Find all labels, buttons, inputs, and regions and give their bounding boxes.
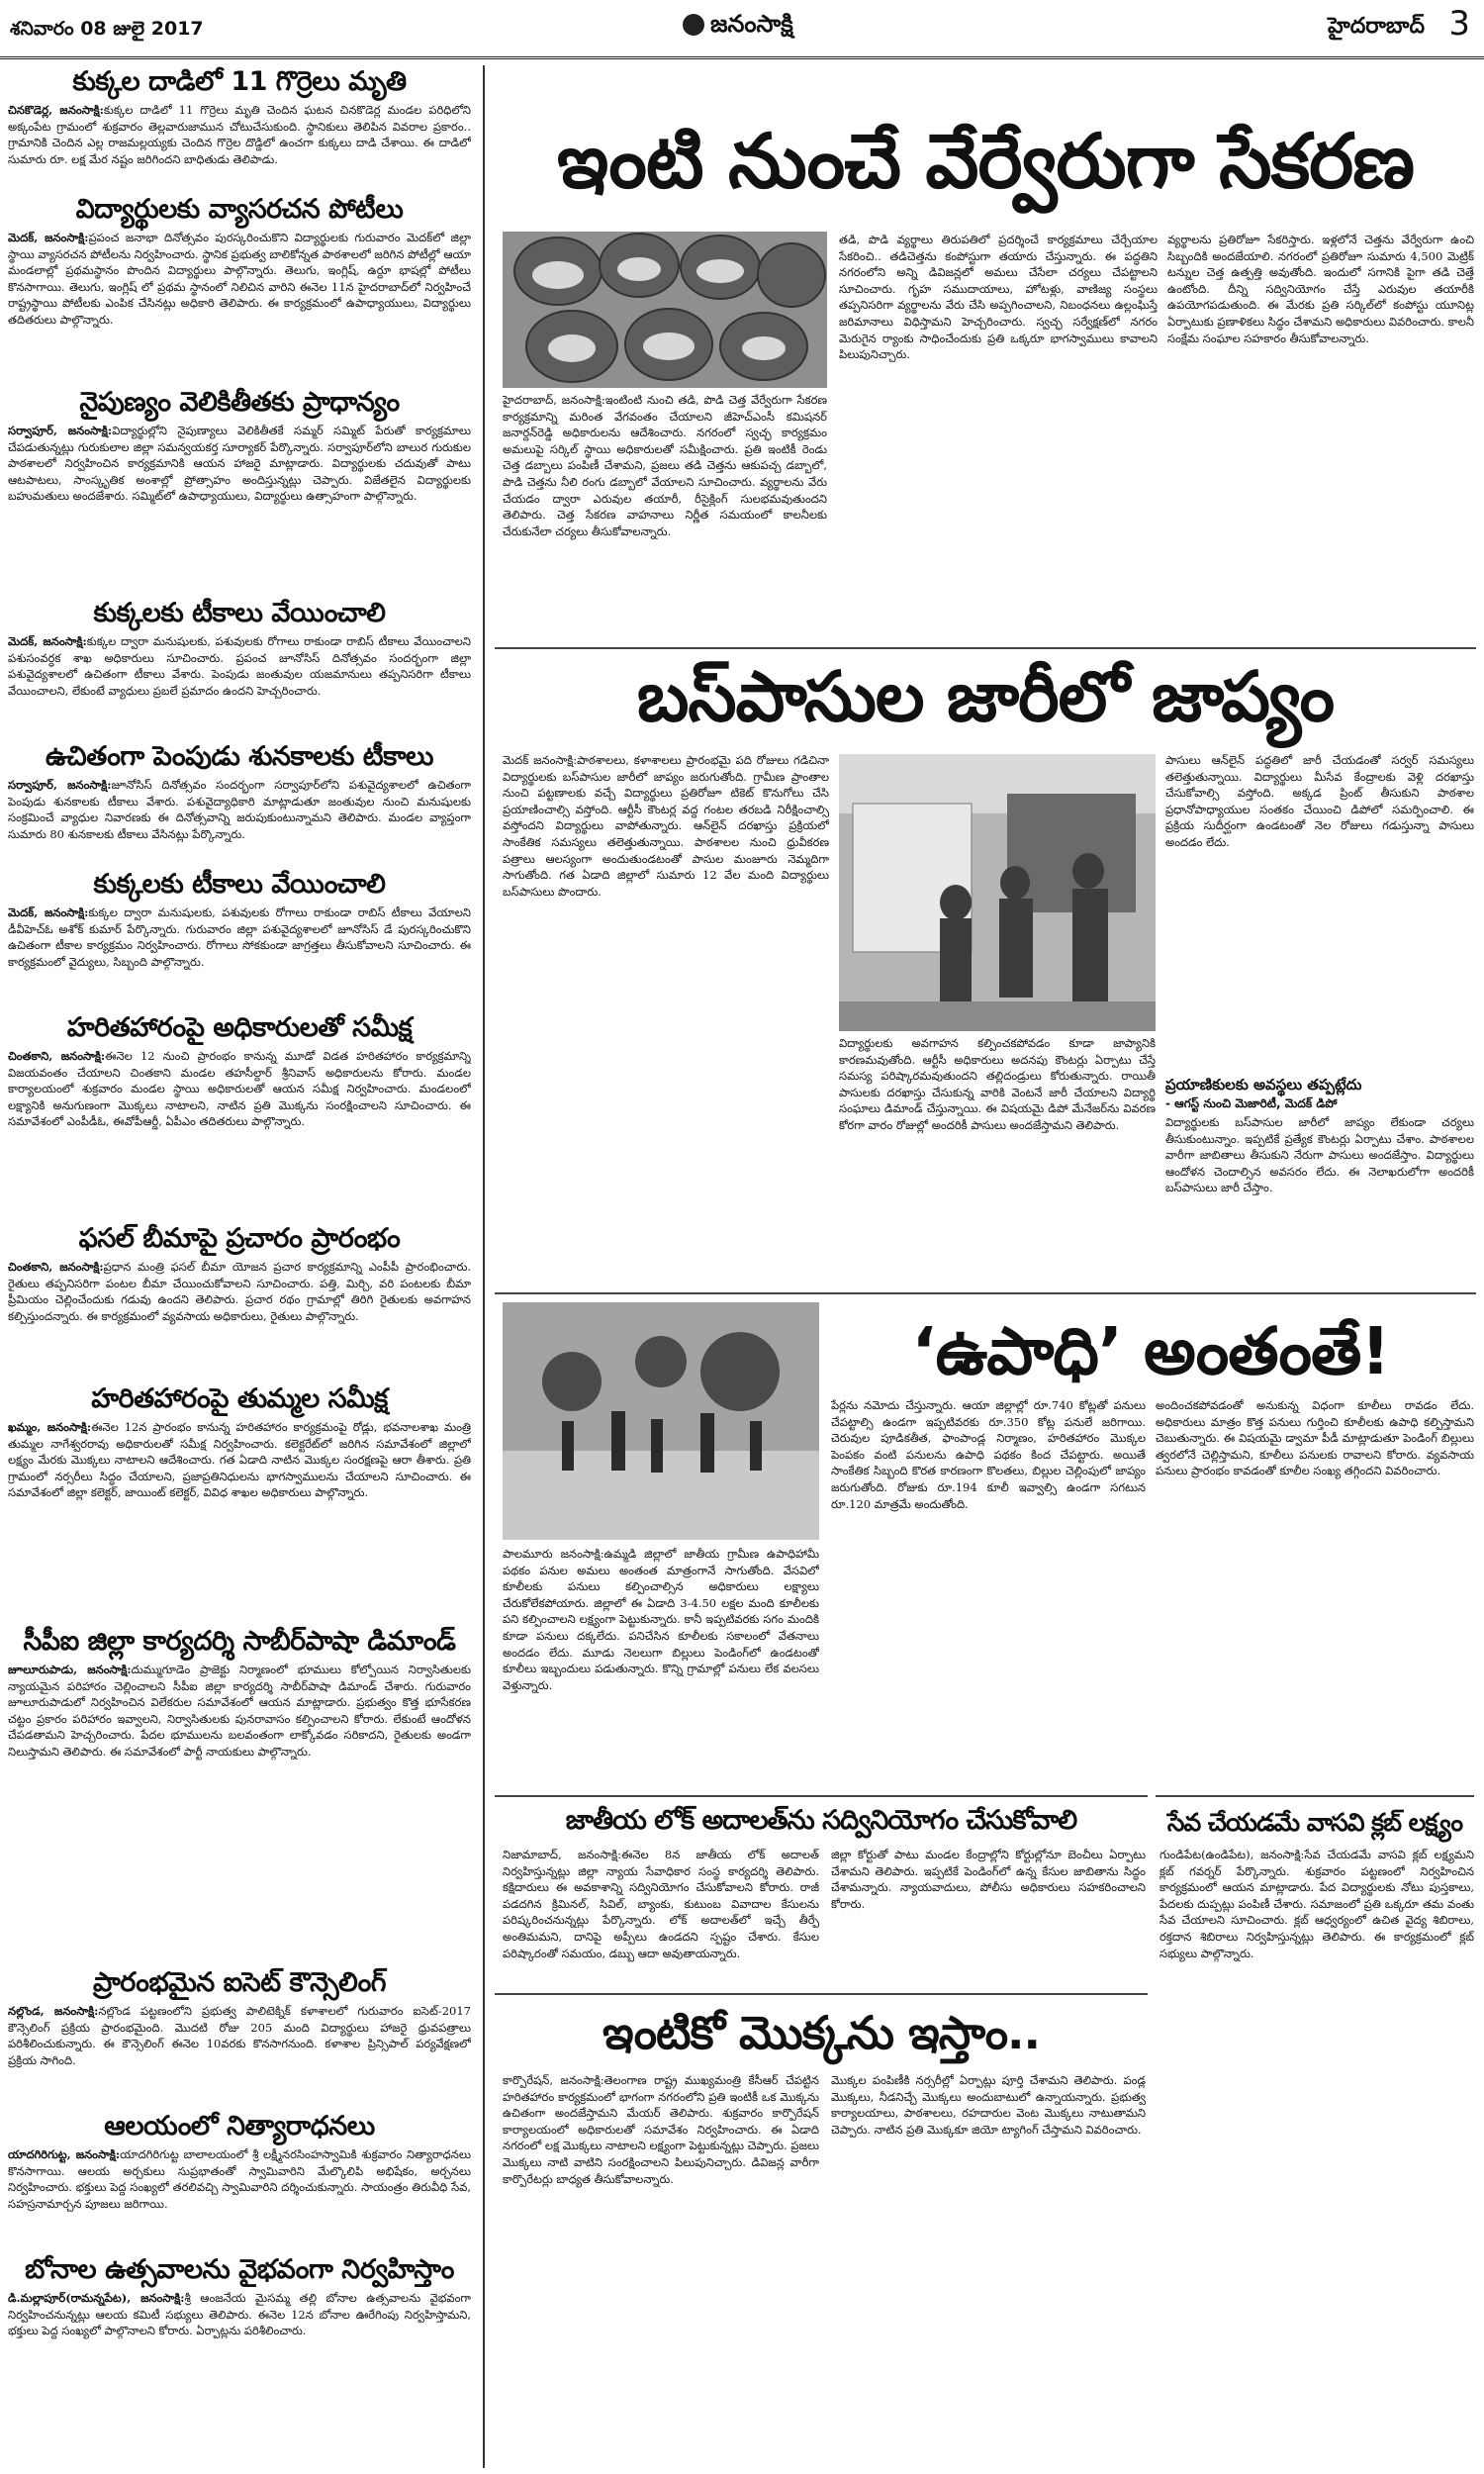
bus-column-3: పాసులు ఆన్‌లైన్ పద్ధతిలో జారీ చేయడంతో సర్వర్ సమస్యలు తలెత్తుతున్నాయి. విద్యార్థులు మీసేవ కేంద్రాలకు వెళ్లి దరఖాస్తు చేసుకోవాల్సి వస్తోంది. అక్కడ ప్రింట్ తీసుకుని పాఠశాల ప్రధానోపాధ్యాయుల సంతకం చేయించి డిపోలో సమర్పించాలి. ఈ ప్రక్రియ సుదీర్ఘంగా ఉండటంతో నెల రోజులు గడుస్తున్నా పాసులు అందడం లేదు.: [1165, 753, 1474, 849]
mokka-column-2: మొక్కల పంపిణీకి నర్సరీల్లో ఏర్పాట్లు పూర్తి చేశామని తెలిపారు. పండ్ల మొక్కలు, నీడనిచ్చే మొక్కలు అందుబాటులో ఉన్నాయన్నారు. ప్రభుత్వ కార్యాలయాలు, పాఠశాలలు, రహదారుల వెంట మొక్కలు నాటుతామని చెప్పారు. నాటిన ప్రతి మొక్కకూ జియో ట్యాగింగ్ చేస్తామని వివరించారు.: [831, 2073, 1146, 2137]
article-title: ప్రారంభమైన ఐసెట్ కౌన్సెలింగ్: [92, 1967, 387, 1998]
page-number: 3: [1448, 4, 1470, 44]
top-headline: ఇంటి నుంచే వేర్వేరుగా సేకరణ: [556, 117, 1415, 205]
masthead: [0, 0, 1484, 59]
article-title: ఆలయంలో నిత్యారాధనలు: [104, 2111, 375, 2141]
workers-photo: [503, 1302, 819, 1540]
section-rule: [1156, 1795, 1474, 1797]
bus-column-1: మెదక్ జనంసాక్షి:పాఠశాలలు, కళాశాలలు ప్రారంభమై పది రోజులు గడిచినా విద్యార్థులకు బస్‌పాసుల జారీలో జాప్యం జరుగుతోంది. గ్రామీణ ప్రాంతాల నుంచి పట్టణాలకు వచ్చే విద్యార్థులు ప్రతిరోజూ టికెట్ కొనుగోలు చేసి ప్రయాణించాల్సి వస్తోంది. ఆర్టీసీ కౌంటర్ల వద్ద గంటల తరబడి నిరీక్షించాల్సి వస్తోందని విద్యార్థులు వాపోతున్నారు. ఆన్‌లైన్ దరఖాస్తు ప్రక్రియలో సాంకేతిక సమస్యలు తలెత్తుతున్నాయి. పాఠశాలల నుంచి ధ్రువీకరణ పత్రాలు ఆలస్యంగా అందుతుండటంతో పాసుల మంజూరు నెమ్మదిగా సాగుతోంది. గత ఏడాది జిల్లాలో సుమారు 12 వేల మంది విద్యార్థులు బస్‌పాసులు పొందారు.: [503, 753, 829, 899]
section-rule: [495, 1993, 1148, 1995]
lok-column-2: జిల్లా కోర్టుతో పాటు మండల కేంద్రాల్లోని కోర్టుల్లోనూ బెంచీలు ఏర్పాటు చేశామని తెలిపారు. ఇప్పటికే పెండింగ్‌లో ఉన్న కేసుల జాబితాను సిద్ధం చేశామన్నారు. న్యాయవాదులు, పోలీసు అధికారులు సహకరించాలని కోరారు.: [831, 1848, 1146, 1911]
workers-photo-art: [503, 1302, 819, 1540]
dustbins-photo: [503, 232, 827, 388]
article-title: విద్యార్థులకు వ్యాసరచన పోటీలు: [75, 194, 404, 225]
bus-column-4: విద్యార్థులకు బస్‌పాసుల జారీలో జాప్యం లేకుండా చర్యలు తీసుకుంటున్నాం. ఇప్పటికే ప్రత్యేక కౌంటర్లు ఏర్పాటు చేశాం. పాఠశాలల వారీగా జాబితాలు తీసుకుని నేరుగా పాసులు అందజేస్తాం. విద్యార్థులు ఆందోళన చెందాల్సిన అవసరం లేదు. ఈ నెలాఖరులోగా అందరికీ బస్‌పాసులు జారీ చేస్తాం.: [1165, 1115, 1474, 1195]
left-article: [8, 2110, 471, 2245]
left-article: [8, 740, 471, 860]
seva-column-1: గుండిపేట(ఉండిపేట), జనంసాక్షి:సేవ చేయడమే వాసవి క్లబ్ లక్ష్యమని క్లబ్ గవర్నర్ పేర్కొన్నారు. శుక్రవారం పట్టణంలో నిర్వహించిన కార్యక్రమంలో ఆయన మాట్లాడారు. పేద విద్యార్థులకు నోటు పుస్తకాలు, పేదలకు దుప్పట్లు పంపిణీ చేశారు. సమాజంలో ప్రతి ఒక్కరూ తమ వంతు సేవ చేయాలని సూచించారు. క్లబ్ ఆధ్వర్యంలో ఉచిత వైద్య శిబిరాలు, రక్తదాన శిబిరాలు నిర్వహిస్తున్నట్లు తెలిపారు. ఈ కార్యక్రమంలో క్లబ్ సభ్యులు పాల్గొన్నారు.: [1159, 1848, 1474, 1960]
logo-icon: [683, 14, 704, 36]
article-body: నల్లొండ, జనంసాక్షి:నల్లొండ పట్టణంలోని ప్రభుత్వ పాలిటెక్నిక్ కళాశాలలో గురువారం ఐసెట్-2017 కౌన్సెలింగ్ ప్రక్రియ ప్రారంభమైంది. మొదటి రోజు 205 మంది విద్యార్థులు హాజరై ధ్రువపత్రాలు పరిశీలించుకున్నారు. ఈ కౌన్సెలింగ్ ఈనెల 10వరకు కొనసాగనుంది. కళాశాల ప్రిన్సిపాల్ పర్యవేక్షణలో ప్రక్రియ సాగింది.: [8, 2004, 471, 2067]
paper-logo: [683, 10, 793, 44]
bus-side-heading: ప్రయాణికులకు అవస్థలు తప్పట్లేదు: [1165, 1076, 1362, 1094]
article-title: హరితహారంపై తుమ్మల సమీక్ష: [91, 1383, 388, 1414]
mokka-headline: ఇంటికో మొక్కను ఇస్తాం..: [603, 2006, 1040, 2059]
left-article: [8, 1382, 471, 1617]
section-rule: [495, 1795, 1148, 1797]
article-body: మెదక్, జనంసాక్షి:ప్రపంచ జనాభా దినోత్సవం పురస్కరించుకొని విద్యార్థులకు గురువారం మెదక్‌లో జిల్లా స్థాయి వ్యాసరచన పోటీలను నిర్వహించారు. స్థానిక ప్రభుత్వ బాలికోన్నత పాఠశాలలో జరిగిన పోటీల్లో ఆయా మండలాల్లో ప్రథమస్థానం పొందిన విద్యార్థులు పాల్గొన్నారు. తెలుగు, ఇంగ్లిష్, ఉర్దూ భాషల్లో పోటీలు కొనసాగాయి. తెలుగు, ఇంగ్లిష్ లో ప్రథమ స్థానంలో నిలిచిన వారిని ఈనెల 11న హైదరాబాద్‌లో నిర్వహించే రాష్ట్రస్థాయి పోటీలకు ఎంపిక చేసినట్లు అధికారి తెలిపారు. ఈ కార్యక్రమంలో ఉపాధ్యాయులు, విద్యార్థులు తదితరులు పాల్గొన్నారు.: [8, 231, 471, 327]
article-body: చినకొడెర్ల, జనంసాక్షి:కుక్కల దాడిలో 11 గొర్రెలు మృతి చెందిన ఘటన చినకొడెర్ల మండల పరిధిలోని అక్కంపేట గ్రామంలో శుక్రవారం తెల్లవారుజామున చోటుచేసుకుంది. స్థానికులు తెలిపిన వివరాల ప్రకారం.. గ్రామానికి చెందిన ఎల్ల రాజమల్లయ్యకు చెందిన గొర్రెల దొడ్డిలో ఉంచగా కుక్కలు దాడి చేశాయి. ఈ దాడిలో సుమారు రూ. లక్ష మేర నష్టం జరిగిందని బాధితుడు తెలిపాడు.: [8, 103, 471, 166]
left-article: [8, 386, 471, 589]
section-rule: [495, 647, 1476, 649]
upadhi-column-2: పేర్లను నమోదు చేస్తున్నారు. ఆయా జిల్లాల్లో రూ.740 కోట్లతో పనులు చేపట్టాల్సి ఉండగా ఇప్పటివరకు రూ.350 కోట్ల పనులే జరిగాయి. చెరువుల పూడికతీత, ఫాంపాండ్ల నిర్మాణం, హరితహారం మొక్కల పెంపకం వంటి పనులను ఉపాధి పథకం కింద చేపట్టారు. అయితే సాంకేతిక సిబ్బంది కొరత కారణంగా కొలతలు, బిల్లుల చెల్లింపులో జాప్యం జరుగుతోంది. రోజుకు రూ.194 కూలీ ఇవ్వాల్సి ఉండగా సగటున రూ.120 మాత్రమే అందుతోంది.: [831, 1398, 1146, 1511]
top-column-3: వ్యర్థాలను ప్రతిరోజూ సేకరిస్తారు. ఇళ్లలోనే చెత్తను వేర్వేరుగా ఉంచి సిబ్బందికి అందజేయాలి. నగరంలో ప్రతిరోజూ సుమారు 4,500 మెట్రిక్ టన్నుల చెత్త ఉత్పత్తి అవుతోంది. ఇందులో సగానికి పైగా తడి చెత్తే ఉంటోంది. దీన్ని సద్వినియోగం చేస్తే ఎరువుల తయారీకి ఉపయోగపడుతుంది. ఈ మేరకు ప్రతి సర్కిల్‌లో కంపోస్టు యూనిట్ల ఏర్పాటుకు ప్రణాళికలు సిద్ధం చేశామని అధికారులు వివరించారు. కాలనీ సంక్షేమ సంఘాల సహకారం తీసుకోవాలన్నారు.: [1167, 233, 1474, 345]
seva-headline: సేవ చేయడమే వాసవి క్లబ్ లక్ష్యం: [1166, 1808, 1463, 1837]
left-article: [8, 597, 471, 732]
left-column: [8, 65, 471, 2468]
article-body: జూలూరుపాడు, జనంసాక్షి:దుమ్ముగూడెం ప్రాజెక్టు నిర్మాణంలో భూములు కోల్పోయిన నిర్వాసితులకు న్యాయమైన పరిహారం చెల్లించాలని సీపీఐ జిల్లా కార్యదర్శి సాబీర్‌పాషా డిమాండ్ చేశారు. గురువారం జూలూరుపాడులో నిర్వహించిన విలేకరుల సమావేశంలో ఆయన మాట్లాడారు. ప్రభుత్వం కొత్త భూసేకరణ చట్టం ప్రకారం పరిహారం ఇవ్వాలని, నిర్వాసితులకు పునరావాసం కల్పించాలని కోరారు. లేకుంటే ఆందోళన చేపడతామని హెచ్చరించారు. పేదల భూములను బలవంతంగా లాక్కోవడం సరికాదని, రైతులకు అండగా నిలుస్తామని తెలిపారు. ఈ సమావేశంలో పార్టీ నాయకులు పాల్గొన్నారు.: [8, 1663, 471, 1759]
left-article: [8, 1966, 471, 2102]
top-column-1: హైదరాబాద్, జనంసాక్షి:ఇంటింటి నుంచి తడి, పొడి చెత్త వేర్వేరుగా సేకరణ కార్యక్రమాన్ని మరింత వేగవంతం చేయాలని జీహెచ్ఎంసీ కమిషనర్ జనార్దన్‌రెడ్డి అధికారులను ఆదేశించారు. నగరంలో స్వచ్ఛ కార్యక్రమం అమలుపై సర్కిల్ స్థాయి అధికారులతో సమీక్షించారు. ప్రతి ఇంటికీ రెండు చెత్త డబ్బాలు పంపిణీ చేశామని, ప్రజలు తడి చెత్తను ఆకుపచ్చ డబ్బాలో, పొడి చెత్తను నీలి రంగు డబ్బాలో వేయాలని సూచించారు. వ్యర్థాలను వేరు చేయడం ద్వారా ఎరువుల తయారీ, రీసైక్లింగ్ సులభమవుతుందని తెలిపారు. చెత్త సేకరణ వాహనాలు నిర్ణీత సమయంలో కాలనీలకు చేరుకునేలా చర్యలు తీసుకోవాలన్నారు.: [503, 393, 827, 538]
bus-side-subheading: - ఆగస్ట్ నుంచి మెజారిటీ, మెదక్ డిపో: [1165, 1096, 1338, 1110]
bus-headline: బస్‌పాసుల జారీలో జాప్యం: [636, 656, 1335, 737]
mokka-column-1: కార్పొరేషన్, జనంసాక్షి:తెలంగాణ రాష్ట్ర ముఖ్యమంత్రి కేసీఆర్ చేపట్టిన హరితహారం కార్యక్రమంలో భాగంగా నగరంలోని ప్రతి ఇంటికీ ఒక మొక్కను ఉచితంగా అందజేస్తామని మేయర్ తెలిపారు. శుక్రవారం కార్పొరేషన్ కార్యాలయంలో అధికారులతో సమావేశం నిర్వహించారు. ఈ ఏడాది నగరంలో లక్ష మొక్కలు నాటాలని లక్ష్యంగా పెట్టుకున్నట్లు చెప్పారు. ప్రజలు మొక్కలు నాటి వాటిని సంరక్షించాలని పిలుపునిచ్చారు. డివిజన్ల వారీగా కార్పొరేటర్లు బాధ్యత తీసుకోవాలన్నారు.: [503, 2073, 819, 2186]
upadhi-headline: ‘ఉపాధి’ అంతంతే!: [911, 1313, 1390, 1389]
bus-counter-photo: [839, 754, 1156, 1031]
article-title: కుక్కలకు టీకాలు వేయించాలి: [93, 598, 386, 628]
column-divider: [483, 65, 485, 2468]
left-article: [8, 868, 471, 1003]
article-title: బోనాల ఉత్సవాలను వైభవంగా నిర్వహిస్తాం: [25, 2254, 454, 2285]
upadhi-column-1: పాలమూరు జనంసాక్షి:ఉమ్మడి జిల్లాలో జాతీయ గ్రామీణ ఉపాధిహామీ పథకం పనుల అమలు అంతంత మాత్రంగానే సాగుతోంది. వేసవిలో కూలీలకు పనులు కల్పించాల్సిన అధికారులు లక్ష్యాలు చేరుకోలేకపోయారు. జిల్లాలో ఈ ఏడాది 3-4.50 లక్షల మంది కూలీలకు పని కల్పించాలని లక్ష్యంగా పెట్టుకున్నారు. కానీ ఇప్పటివరకు సగం మందికి కూడా పనులు దక్కలేదు. పనిచేసిన కూలీలకు సకాలంలో వేతనాలు అందడం లేదు. మూడు నెలలుగా బిల్లులు పెండింగ్‌లో ఉండటంతో కూలీలు ఇబ్బందులు పడుతున్నారు. కొన్ని గ్రామాల్లో పనులు లేక వలసలు వెళ్తున్నారు.: [503, 1547, 819, 1692]
article-title: హరితహారంపై అధికారులతో సమీక్ష: [66, 1012, 413, 1043]
article-body: సర్వాపూర్, జనంసాక్షి:విద్యార్థుల్లోని నైపుణ్యాలు వెలికితీతకే సమ్మర్ సమ్మిట్ పేరుతో కార్యక్రమాలు చేపడుతున్నట్లు గురుకులాల జిల్లా సమన్వయకర్త సూర్యాకర్ పేర్కొన్నారు. సర్వాపూర్‌లోని బాలుర గురుకుల పాఠశాలలో నిర్వహించిన కార్యక్రమానికి ఆయన హాజరై మాట్లాడారు. విద్యార్థులకు చదువుతో పాటు ఆటపాటలు, సాంస్కృతిక అంశాల్లో ప్రోత్సాహం అందిస్తున్నట్లు చెప్పారు. విజేతలైన విద్యార్థులకు బహుమతులు అందజేశారు. సమ్మిట్‌లో ఉపాధ్యాయులు, విద్యార్థులు ఉత్సాహంగా పాల్గొన్నారు.: [8, 424, 471, 504]
article-body: చింతకాని, జనంసాక్షి:ప్రధాన మంత్రి ఫసల్ బీమా యోజన ప్రచార కార్యక్రమాన్ని ఎంపీపీ ప్రారంభించారు. రైతులు తప్పనిసరిగా పంటల బీమా చేయించుకోవాలని సూచించారు. పత్తి, మిర్చి, వరి పంటలకు బీమా ప్రీమియం చెల్లించేందుకు గడువు ఉందని తెలిపారు. ప్రచార రథం గ్రామాల్లో తిరిగి రైతులకు అవగాహన కల్పిస్తుందన్నారు. ఈ కార్యక్రమంలో వ్యవసాయ అధికారులు, రైతులు పాల్గొన్నారు.: [8, 1260, 471, 1323]
bus-column-2: విద్యార్థులకు అవగాహన కల్పించకపోవడం కూడా జాప్యానికి కారణమవుతోంది. ఆర్టీసీ అధికారులు అదనపు కౌంటర్లు ఏర్పాటు చేస్తే సమస్య పరిష్కారమవుతుందని తల్లిదండ్రులు కోరుతున్నారు. రాయితీ పాసులకు దరఖాస్తు చేసుకున్న వారికి వెంటనే జారీ చేయాలని విద్యార్థి సంఘాలు డిమాండ్ చేస్తున్నాయి. ఈ విషయమై డిపో మేనేజర్‌ను వివరణ కోరగా వారం రోజుల్లో అందరికీ పాసులు అందజేస్తామని తెలిపారు.: [839, 1036, 1156, 1132]
left-article: [8, 2253, 471, 2373]
lok-column-1: నిజామాబాద్, జనంసాక్షి:ఈనెల 8న జాతీయ లోక్ అదాలత్ నిర్వహిస్తున్నట్లు జిల్లా న్యాయ సేవాధికార సంస్థ కార్యదర్శి తెలిపారు. కక్షిదారులు ఈ అవకాశాన్ని సద్వినియోగం చేసుకోవాలని కోరారు. రాజీ పడదగిన క్రిమినల్, సివిల్, బ్యాంకు, కుటుంబ వివాదాల కేసులను పరిష్కరించనున్నట్లు పేర్కొన్నారు. లోక్ అదాలత్‌లో ఇచ్చే తీర్పే అంతిమమని, దానిపై అప్పీలు ఉండదని స్పష్టం చేశారు. కేసుల పరిష్కారంతో సమయం, డబ్బు ఆదా అవుతాయన్నారు.: [503, 1848, 819, 1960]
article-body: యాదగిరిగుట్ట, జనంసాక్షి:యాదగిరిగుట్ట బాలాలయంలో శ్రీ లక్ష్మీనరసింహస్వామికి శుక్రవారం నిత్యారాధనలు కొనసాగాయి. ఆలయ అర్చకులు సుప్రభాతంతో స్వామివారిని మేల్కొలిపి అభిషేకం, అర్చనలు నిర్వహించారు. భక్తులు పెద్ద సంఖ్యలో తరలివచ్చి స్వామివారిని దర్శించుకున్నారు. సాయంత్రం తిరువీధి సేవ, సహస్రనామార్చన పూజలు జరిగాయి.: [8, 2147, 471, 2211]
left-article: [8, 65, 471, 185]
left-article: [8, 193, 471, 378]
section-rule: [495, 1292, 1476, 1294]
article-body: ఖమ్మం, జనంసాక్షి:ఈనెల 12న ప్రారంభం కానున్న హరితహారం కార్యక్రమంపై రోడ్లు, భవనాలశాఖ మంత్రి తుమ్మల నాగేశ్వరరావు అధికారులతో సమీక్ష నిర్వహించారు. కలెక్టరేట్‌లో జరిగిన సమావేశంలో జిల్లాలో లక్ష్యం మేరకు మొక్కలు నాటాలని ఆదేశించారు. గత ఏడాది నాటిన మొక్కల సంరక్షణపై ఆరా తీశారు. ప్రతి గ్రామంలో నర్సరీలు సిద్ధం చేయాలని, ప్రజాప్రతినిధులను భాగస్వాములను చేయాలని సూచించారు. ఈ సమావేశంలో జిల్లా కలెక్టర్, జాయింట్ కలెక్టర్, వివిధ శాఖల అధికారులు పాల్గొన్నారు.: [8, 1420, 471, 1500]
top-column-2: తడి, పొడి వ్యర్థాలు తిరుపతిలో ప్రదర్శించే కార్యక్రమాలు చేర్చేయాల సేకరించి.. తడిచెత్తను కంపోస్టుగా తయారు చేస్తున్నారు. ఈ పద్ధతిని నగరంలోని అన్ని డివిజన్లలో అమలు చేసేలా చర్యలు చేపట్టాలని సూచించారు. గృహ సముదాయాలు, హోటళ్లు, వాణిజ్య సంస్థలు తప్పనిసరిగా వ్యర్థాలను వేరు చేసి అప్పగించాలని, నిబంధనలు ఉల్లంఘిస్తే జరిమానాలు విధిస్తామని హెచ్చరించారు. స్వచ్ఛ సర్వేక్షణ్‌లో నగరం మెరుగైన ర్యాంకు సాధించేందుకు ప్రతి ఒక్కరూ భాగస్వాములు కావాలని పిలుపునిచ్చారు.: [839, 233, 1158, 362]
bus-counter-photo-art: [839, 754, 1156, 1031]
article-body: మెదక్, జనంసాక్షి:కుక్కల ద్వారా మనుషులకు, పశువులకు రోగాలు రాకుండా రాబిస్ టీకాలు వేయించాలని పశుసంవర్ధక శాఖ అధికారులు సూచించారు. ప్రపంచ జూనోసిస్ దినోత్సవం సందర్భంగా జిల్లా పశువైద్యశాలలో ఉచితంగా టీకాలు వేశారు. పెంపుడు జంతువుల యజమానులు తప్పనిసరిగా టీకాలు వేయించాలని, లేకుంటే వ్యాధులు ప్రబలే ప్రమాదం ఉందని హెచ్చరించారు.: [8, 634, 471, 698]
left-article: [8, 1011, 471, 1214]
article-title: నైపుణ్యం వెలికితీతకు ప్రాధాన్యం: [79, 387, 400, 418]
article-body: డి.మల్లాపూర్(రామన్నపేట), జనంసాక్షి:శ్రీ ఆంజనేయ మైసమ్మ తల్లి బోనాల ఉత్సవాలను వైభవంగా నిర్వహించనున్నట్లు ఆలయ కమిటీ సభ్యులు తెలిపారు. ఈనెల 12న బోనాల ఊరేగింపు నిర్వహిస్తామని, భక్తులు పెద్ద సంఖ్యలో పాల్గొనాలని కోరారు. ఏర్పాట్లను పరిశీలించారు.: [8, 2291, 471, 2338]
left-article: [8, 1222, 471, 1375]
left-article: [8, 1625, 471, 1958]
article-title: ఫసల్ బీమాపై ప్రచారం ప్రారంభం: [78, 1223, 401, 1254]
article-body: చింతకాని, జనంసాక్షి:ఈనెల 12 నుంచి ప్రారంభం కానున్న మూడో విడత హరితహారం కార్యక్రమాన్ని విజయవంతం చేయాలని చింతకాని మండల తహసీల్దార్ శ్రీనివాస్ అధికారులను కోరారు. మండల కార్యాలయంలో శుక్రవారం మండల స్థాయి అధికారులతో ఆయన సమీక్ష నిర్వహించారు. మండలంలో లక్ష్యానికి అనుగుణంగా మొక్కలు నాటాలని, నాటిన ప్రతి మొక్కను సంరక్షించాలని సూచించారు. ఈ సమావేశంలో ఎంపీడీఓ, ఈవోపీఆర్డీ, ఏపీఎం తదితరులు పాల్గొన్నారు.: [8, 1049, 471, 1129]
article-body: మెదక్, జనంసాక్షి:కుక్కల ద్వారా మనుషులకు, పశువులకు రోగాలు రాకుండా రాబిస్ టీకాలు వేయాలని డీవీహెచ్‌ఓ అశోక్ కుమార్ పేర్కొన్నారు. గురువారం జిల్లా పశువైద్యశాలలో జూనోసిస్ డే పురస్కరించుకొని ఉచితంగా టీకాల కార్యక్రమం నిర్వహించారు. రోగాలు సోకకుండా జాగ్రత్తలు తీసుకోవాలని సూచించారు. ఈ కార్యక్రమంలో వైద్యులు, సిబ్బంది పాల్గొన్నారు.: [8, 905, 471, 969]
issue-date: శనివారం 08 జులై 2017: [10, 18, 204, 40]
edition-city: హైదరాబాద్: [1328, 14, 1425, 39]
article-body: సర్వాపూర్, జనంసాక్షి:జూనోసిస్ దినోత్సవం సందర్భంగా సర్వాపూర్‌లోని పశువైద్యశాలలో ఉచితంగా పెంపుడు శునకాలకు టీకాలు వేశారు. పశువైద్యాధికారి మాట్లాడుతూ జంతువుల నుంచి మనుషులకు సంక్రమించే వ్యాధుల నివారణకు ఈ దినోత్సవాన్ని జరుపుకుంటున్నామని తెలిపారు. మండల వ్యాప్తంగా సుమారు 80 శునకాలకు టీకాలు వేసినట్లు పేర్కొన్నారు.: [8, 778, 471, 841]
article-title: సీపీఐ జిల్లా కార్యదర్శి సాబీర్‌పాషా డిమాండ్: [23, 1626, 456, 1657]
article-title: ఉచితంగా పెంపుడు శునకాలకు టీకాలు: [45, 741, 433, 772]
lok-headline: జాతీయ లోక్ అదాలత్‌ను సద్వినియోగం చేసుకోవాలి: [565, 1805, 1077, 1836]
article-title: కుక్కల దాడిలో 11 గొర్రెలు మృతి: [72, 66, 407, 97]
dustbins-photo-art: [503, 232, 827, 388]
paper-name: జనంసాక్షి: [710, 10, 793, 38]
upadhi-column-3: అందించకపోవడంతో అనుకున్న విధంగా కూలీలు రావడం లేదు. అధికారులు మాత్రం కొత్త పనులు గుర్తించి కూలీలకు ఉపాధి కల్పిస్తామని చెబుతున్నారు. ఈ విషయమై డ్వామా పీడీ మాట్లాడుతూ పెండింగ్ బిల్లులు త్వరలోనే చెల్లిస్తామని, కూలీలు పనులకు రావాలని కోరారు. వ్యవసాయ పనులు ప్రారంభం కావడంతో కూలీల సంఖ్య తగ్గిందని వివరించారు.: [1156, 1398, 1474, 1478]
article-title: కుక్కలకు టీకాలు వేయించాలి: [93, 869, 386, 900]
